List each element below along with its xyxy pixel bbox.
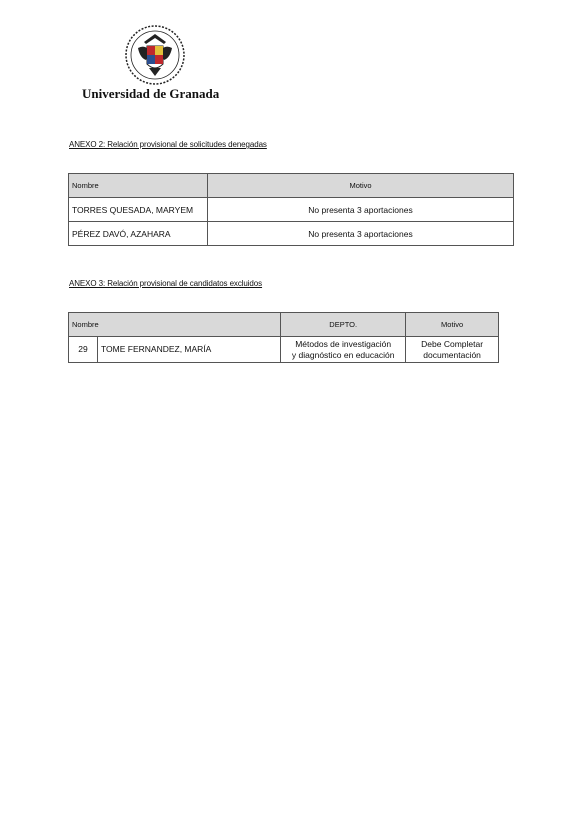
table-row xyxy=(69,198,514,222)
table-row xyxy=(69,222,514,246)
cell-depto xyxy=(281,337,406,363)
table-header-row xyxy=(69,313,499,337)
cell-nombre: TORRES QUESADA, MARYEM xyxy=(69,198,208,222)
table-header-row xyxy=(69,174,514,198)
university-name: Universidad de Granada xyxy=(82,86,220,101)
university-seal-icon xyxy=(124,24,186,86)
cell-number: 29 xyxy=(69,337,98,363)
motivo-line: documentación xyxy=(423,349,481,360)
column-header-depto: DEPTO. xyxy=(281,313,406,337)
depto-line: Métodos de investigación xyxy=(295,338,392,349)
annex3-title: ANEXO 3: Relación provisional de candidatos excluidos xyxy=(69,279,263,288)
cell-motivo xyxy=(406,337,499,363)
annex3-table xyxy=(68,312,499,363)
university-logo xyxy=(80,24,230,86)
cell-motivo: No presenta 3 aportaciones xyxy=(208,198,514,222)
annex2-title: ANEXO 2: Relación provisional de solicitudes denegadas xyxy=(69,140,267,149)
table-row xyxy=(69,337,499,363)
annex2-table xyxy=(68,173,514,246)
cell-nombre: PÉREZ DAVÓ, AZAHARA xyxy=(69,222,208,246)
column-header-motivo: Motivo xyxy=(406,313,499,337)
motivo-line: Debe Completar xyxy=(421,338,484,349)
cell-nombre: TOME FERNANDEZ, MARÍA xyxy=(98,337,281,363)
column-header-nombre: Nombre xyxy=(69,174,208,198)
column-header-motivo: Motivo xyxy=(208,174,514,198)
column-header-nombre: Nombre xyxy=(69,313,281,337)
depto-line: y diagnóstico en educación xyxy=(291,349,395,360)
cell-motivo: No presenta 3 aportaciones xyxy=(208,222,514,246)
